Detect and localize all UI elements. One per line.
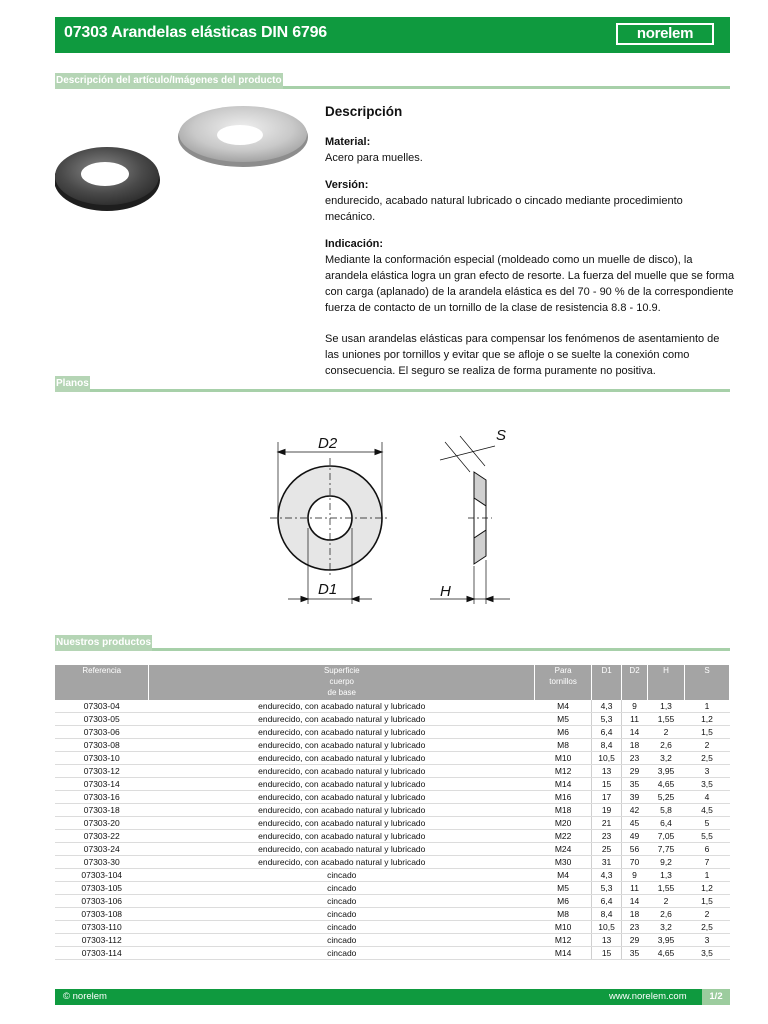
cell-s: 1,5 [685, 726, 730, 739]
cell-s: 4 [685, 791, 730, 804]
col-header-s: S [685, 665, 730, 700]
table-row [55, 713, 730, 726]
cell-ref: 07303-24 [55, 843, 149, 856]
cell-h: 3,2 [648, 752, 685, 765]
footer-url-link[interactable]: www.norelem.com [609, 991, 687, 1002]
cell-s: 3 [685, 934, 730, 947]
table-row [55, 739, 730, 752]
cell-surface: cincado [149, 921, 535, 934]
table-row [55, 830, 730, 843]
cell-h: 6,4 [648, 817, 685, 830]
cell-s: 5,5 [685, 830, 730, 843]
use-text: Se usan arandelas elásticas para compensar los fenómenos de asentamiento de las uniones por tornillos y evitar que se afloje o se suelte la conexión como consecuencia. El seguro se realiza de forma puramente no positiva. [325, 333, 720, 377]
cell-ref: 07303-108 [55, 908, 149, 921]
cell-para: M30 [535, 856, 592, 869]
cell-para: M6 [535, 895, 592, 908]
section-tab-products: Nuestros productos [55, 635, 152, 651]
cell-s: 4,5 [685, 804, 730, 817]
cell-ref: 07303-20 [55, 817, 149, 830]
table-row [55, 752, 730, 765]
cell-ref: 07303-106 [55, 895, 149, 908]
cell-surface: endurecido, con acabado natural y lubricado [149, 830, 535, 843]
indication-text: Mediante la conformación especial (moldeado como un muelle de disco), la arandela elástica logra un gran efecto de resorte. La fuerza del muelle que se forma con carga (aplanado) de la arandela elástica es del 70 - 90 % de la correspondiente fuerza de contacto de un tornillo de la clase de resistencia 8.8 - 10.9. [325, 254, 735, 314]
col-header-surface: Superficie cuerpo de base [149, 665, 535, 700]
cell-surface: endurecido, con acabado natural y lubricado [149, 726, 535, 739]
cell-d1: 5,3 [592, 882, 622, 895]
cell-ref: 07303-08 [55, 739, 149, 752]
cell-s: 1,5 [685, 895, 730, 908]
cell-ref: 07303-18 [55, 804, 149, 817]
col-header-para: Para tornillos [535, 665, 592, 700]
cell-d1: 17 [592, 791, 622, 804]
cell-s: 3 [685, 765, 730, 778]
cell-para: M18 [535, 804, 592, 817]
cell-surface: endurecido, con acabado natural y lubricado [149, 752, 535, 765]
technical-drawing [270, 420, 520, 610]
cell-para: M10 [535, 752, 592, 765]
cell-h: 2 [648, 895, 685, 908]
cell-h: 2,6 [648, 908, 685, 921]
section-header-description-images [55, 73, 730, 89]
cell-d1: 10,5 [592, 921, 622, 934]
section-tab-description-images: Descripción del artículo/Imágenes del producto [55, 73, 283, 89]
label-h: H [440, 583, 451, 600]
cell-d2: 23 [622, 752, 648, 765]
cell-ref: 07303-16 [55, 791, 149, 804]
cell-d2: 23 [622, 921, 648, 934]
cell-s: 1,2 [685, 882, 730, 895]
table-row [55, 908, 730, 921]
table-row [55, 700, 730, 713]
cell-d2: 35 [622, 778, 648, 791]
col-header-ref: Referencia [55, 665, 149, 700]
cell-s: 1 [685, 869, 730, 882]
cell-h: 3,95 [648, 765, 685, 778]
cell-para: M16 [535, 791, 592, 804]
cell-ref: 07303-114 [55, 947, 149, 960]
product-photo [55, 105, 310, 220]
cell-d2: 70 [622, 856, 648, 869]
cell-para: M14 [535, 778, 592, 791]
products-table [55, 665, 730, 960]
table-row [55, 882, 730, 895]
indication-label: Indicación: [325, 238, 384, 250]
side-view [430, 436, 510, 604]
cell-d1: 31 [592, 856, 622, 869]
cell-ref: 07303-30 [55, 856, 149, 869]
cell-h: 1,3 [648, 700, 685, 713]
table-row [55, 843, 730, 856]
page-number: 1/2 [702, 989, 730, 1005]
cell-para: M8 [535, 739, 592, 752]
table-row [55, 817, 730, 830]
cell-h: 3,95 [648, 934, 685, 947]
label-d1: D1 [318, 581, 338, 598]
cell-h: 5,25 [648, 791, 685, 804]
cell-d1: 8,4 [592, 739, 622, 752]
cell-d2: 11 [622, 713, 648, 726]
cell-h: 9,2 [648, 856, 685, 869]
version-text: endurecido, acabado natural lubricado o cincado mediante procedimiento mecánico. [325, 195, 683, 223]
cell-h: 1,55 [648, 713, 685, 726]
cell-d2: 18 [622, 739, 648, 752]
cell-surface: endurecido, con acabado natural y lubricado [149, 817, 535, 830]
col-header-d1: D1 [592, 665, 622, 700]
cell-h: 5,8 [648, 804, 685, 817]
cell-s: 1,2 [685, 713, 730, 726]
cell-para: M12 [535, 765, 592, 778]
cell-s: 5 [685, 817, 730, 830]
norelem-logo [616, 23, 714, 45]
cell-d1: 8,4 [592, 908, 622, 921]
cell-para: M24 [535, 843, 592, 856]
label-d2: D2 [318, 435, 338, 452]
cell-para: M12 [535, 934, 592, 947]
cell-d1: 6,4 [592, 726, 622, 739]
cell-surface: endurecido, con acabado natural y lubricado [149, 700, 535, 713]
cell-ref: 07303-12 [55, 765, 149, 778]
cell-d2: 9 [622, 700, 648, 713]
cell-s: 7 [685, 856, 730, 869]
cell-para: M5 [535, 713, 592, 726]
cell-h: 2 [648, 726, 685, 739]
table-row [55, 778, 730, 791]
cell-surface: cincado [149, 947, 535, 960]
cell-d1: 13 [592, 934, 622, 947]
cell-h: 4,65 [648, 778, 685, 791]
cell-surface: endurecido, con acabado natural y lubricado [149, 713, 535, 726]
cell-para: M5 [535, 882, 592, 895]
cell-d1: 19 [592, 804, 622, 817]
cell-d1: 23 [592, 830, 622, 843]
cell-s: 2 [685, 739, 730, 752]
cell-s: 6 [685, 843, 730, 856]
cell-ref: 07303-05 [55, 713, 149, 726]
cell-d2: 35 [622, 947, 648, 960]
cell-surface: cincado [149, 895, 535, 908]
cell-surface: cincado [149, 882, 535, 895]
footer-bar [55, 989, 730, 1005]
table-row [55, 921, 730, 934]
cell-surface: cincado [149, 908, 535, 921]
table-row [55, 791, 730, 804]
cell-surface: endurecido, con acabado natural y lubricado [149, 856, 535, 869]
cell-h: 2,6 [648, 739, 685, 752]
cell-d1: 21 [592, 817, 622, 830]
cell-surface: endurecido, con acabado natural y lubricado [149, 765, 535, 778]
cell-h: 4,65 [648, 947, 685, 960]
cell-d1: 4,3 [592, 700, 622, 713]
cell-d2: 42 [622, 804, 648, 817]
cell-d1: 25 [592, 843, 622, 856]
cell-ref: 07303-04 [55, 700, 149, 713]
cell-ref: 07303-06 [55, 726, 149, 739]
table-row [55, 765, 730, 778]
cell-d1: 4,3 [592, 869, 622, 882]
cell-para: M6 [535, 726, 592, 739]
cell-h: 7,75 [648, 843, 685, 856]
material-text: Acero para muelles. [325, 152, 423, 164]
cell-d1: 13 [592, 765, 622, 778]
footer-copyright: © norelem [63, 991, 107, 1002]
description-panel [325, 104, 735, 379]
washer-light-image [178, 106, 308, 167]
section-header-plans [55, 376, 730, 392]
cell-d2: 39 [622, 791, 648, 804]
cell-d2: 29 [622, 934, 648, 947]
cell-surface: cincado [149, 869, 535, 882]
table-row [55, 934, 730, 947]
cell-para: M8 [535, 908, 592, 921]
table-row [55, 804, 730, 817]
cell-d2: 9 [622, 869, 648, 882]
cell-s: 3,5 [685, 778, 730, 791]
cell-d1: 6,4 [592, 895, 622, 908]
table-header-row [55, 665, 730, 700]
cell-h: 1,3 [648, 869, 685, 882]
cell-h: 7,05 [648, 830, 685, 843]
cell-para: M4 [535, 869, 592, 882]
cell-d2: 14 [622, 895, 648, 908]
cell-para: M22 [535, 830, 592, 843]
table-row [55, 726, 730, 739]
cell-para: M20 [535, 817, 592, 830]
cell-d2: 45 [622, 817, 648, 830]
cell-surface: endurecido, con acabado natural y lubricado [149, 739, 535, 752]
cell-para: M4 [535, 700, 592, 713]
cell-d2: 29 [622, 765, 648, 778]
cell-d2: 56 [622, 843, 648, 856]
cell-surface: endurecido, con acabado natural y lubricado [149, 778, 535, 791]
cell-d2: 49 [622, 830, 648, 843]
section-tab-plans: Planos [55, 376, 90, 392]
cell-d2: 18 [622, 908, 648, 921]
cell-d1: 5,3 [592, 713, 622, 726]
table-row [55, 895, 730, 908]
table-row [55, 869, 730, 882]
front-view [270, 442, 390, 604]
cell-s: 2 [685, 908, 730, 921]
cell-d1: 10,5 [592, 752, 622, 765]
cell-ref: 07303-104 [55, 869, 149, 882]
section-header-products [55, 635, 730, 651]
table-row [55, 856, 730, 869]
logo-text: norelem [636, 25, 694, 42]
table-body [55, 700, 730, 960]
cell-d1: 15 [592, 947, 622, 960]
cell-para: M10 [535, 921, 592, 934]
cell-para: M14 [535, 947, 592, 960]
cell-ref: 07303-10 [55, 752, 149, 765]
material-label: Material: [325, 136, 371, 148]
version-label: Versión: [325, 179, 369, 191]
cell-d2: 14 [622, 726, 648, 739]
cell-d1: 15 [592, 778, 622, 791]
cell-surface: endurecido, con acabado natural y lubricado [149, 804, 535, 817]
cell-d2: 11 [622, 882, 648, 895]
washer-dark-image [55, 147, 160, 211]
cell-s: 3,5 [685, 947, 730, 960]
description-title: Descripción [325, 104, 403, 119]
cell-h: 1,55 [648, 882, 685, 895]
cell-surface: cincado [149, 934, 535, 947]
cell-s: 1 [685, 700, 730, 713]
cell-surface: endurecido, con acabado natural y lubricado [149, 843, 535, 856]
cell-ref: 07303-22 [55, 830, 149, 843]
cell-ref: 07303-105 [55, 882, 149, 895]
col-header-d2: D2 [622, 665, 648, 700]
cell-ref: 07303-14 [55, 778, 149, 791]
cell-h: 3,2 [648, 921, 685, 934]
cell-ref: 07303-112 [55, 934, 149, 947]
header-bar [55, 17, 730, 53]
cell-s: 2,5 [685, 752, 730, 765]
col-header-h: H [648, 665, 685, 700]
table-row [55, 947, 730, 960]
label-s: S [496, 427, 507, 444]
cell-s: 2,5 [685, 921, 730, 934]
cell-ref: 07303-110 [55, 921, 149, 934]
cell-surface: endurecido, con acabado natural y lubricado [149, 791, 535, 804]
page-title: 07303 Arandelas elásticas DIN 6796 [64, 24, 328, 41]
